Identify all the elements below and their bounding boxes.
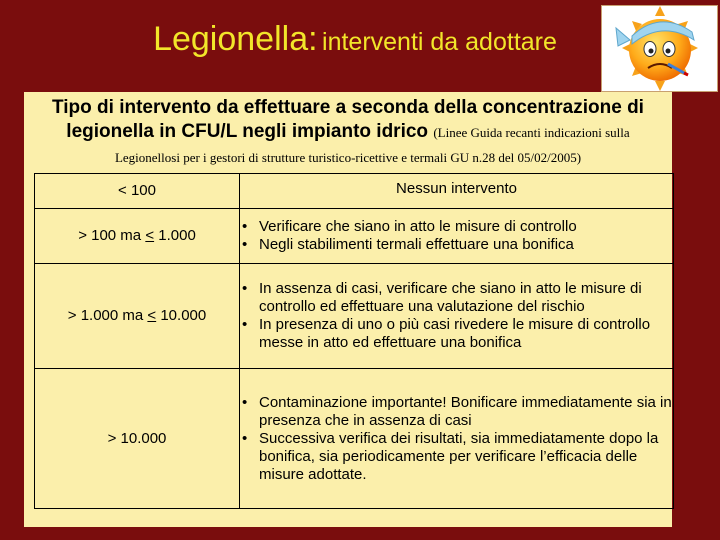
action-cell [240,264,674,369]
list-item: • Negli stabilimenti termali effettuare una bonifica [240,236,673,254]
content-panel [24,92,672,527]
table-row [35,369,674,509]
sick-face-icon [601,5,718,92]
list-item: • Successiva verifica dei risultati, sia immediatamente dopo la bonifica, sia periodicamente per verificare l’efficacia delle misure adottate. [240,430,673,484]
concentration-cell: < 100 [35,174,240,209]
reference-note-end: Legionellosi per i gestori di strutture turistico-ricettive e termali GU n.28 del 05/02/2005) [114,150,582,165]
list-item: • In assenza di casi, verificare che siano in atto le misure di controllo ed effettuare una valutazione del rischio [240,280,673,316]
action-cell [240,209,674,264]
title-sub: interventi da adottare [322,28,557,56]
intro-line-1: Tipo di intervento da effettuare a seconda della concentrazione di [52,97,644,118]
list-item: • In presenza di uno o più casi rivedere le misure di controllo messe in atto ed effettuare una bonifica [240,316,673,352]
concentration-cell: > 10.000 [35,369,240,509]
concentration-cell: > 100 ma < 1.000 [35,209,240,264]
list-item: • Verificare che siano in atto le misure di controllo [240,218,673,236]
list-item: • Contaminazione importante! Bonificare immediatamente sia in presenza che in assenza di casi [240,394,673,430]
table-row [35,264,674,369]
intervention-table [34,173,674,509]
intro-text [24,96,672,145]
table-row [35,174,674,209]
title-main: Legionella: [153,20,318,58]
action-cell [240,369,674,509]
intro-line-2: legionella in CFU/L negli impianto idrico [66,121,429,142]
concentration-cell: > 1.000 ma < 10.000 [35,264,240,369]
reference-note-start: (Linee Guida recanti indicazioni sulla [433,125,630,140]
action-cell: Nessun intervento [240,174,674,209]
table-row [35,209,674,264]
